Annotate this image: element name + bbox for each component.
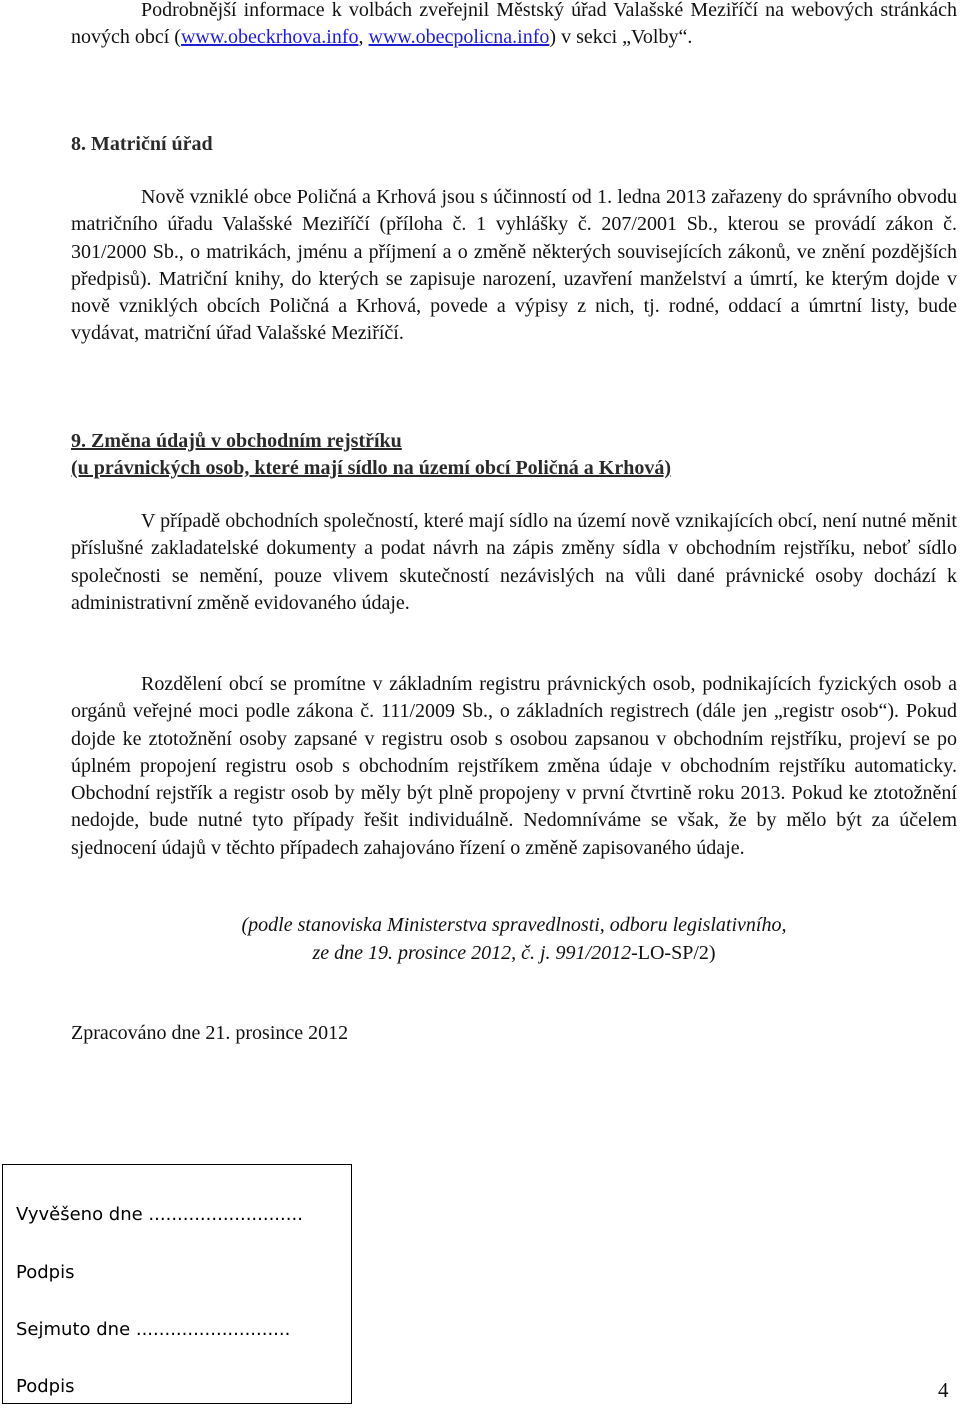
obecpolicna-link[interactable]: www.obecpolicna.info bbox=[368, 26, 550, 49]
signature-line-2: Podpis bbox=[16, 1376, 75, 1397]
posting-record-box bbox=[2, 1164, 352, 1404]
section-9-heading: 9. Změna údajů v obchodním rejstříku bbox=[71, 430, 402, 452]
intro-paragraph bbox=[71, 0, 957, 52]
section-9-paragraph-1: V případě obchodních společností, které mají sídlo na území nově vznikajících obcí, není nutné měnit příslušné zakladatelské dokumenty a podat návrh na zápis změny sídla v obchodním rejstříku, neboť sídlo společnosti se nemění, pouze vlivem skutečností nezávislých na vůli dané právnické osoby dochází k administrativní změně evidovaného údaje. bbox=[71, 510, 957, 614]
citation-line-2 bbox=[71, 940, 957, 967]
section-9-subheading: (u právnických osob, které mají sídlo na území obcí Poličná a Krhová) bbox=[71, 457, 671, 479]
signature-line-1: Podpis bbox=[16, 1262, 75, 1283]
processed-date: Zpracováno dne 21. prosince 2012 bbox=[71, 1022, 349, 1044]
intro-text-end: ) v sekci „Volby“. bbox=[549, 26, 693, 49]
intro-text: Podrobnější informace k volbách zveřejnil Městský úřad Valašské Meziříčí na webových stránkách nových obcí ( bbox=[71, 0, 957, 49]
posted-date-line: Vyvěšeno dne ........................... bbox=[16, 1204, 303, 1225]
link-separator: , bbox=[358, 26, 369, 49]
page-number: 4 bbox=[938, 1378, 949, 1402]
removed-date-line: Sejmuto dne ........................... bbox=[16, 1319, 291, 1340]
section-9-paragraph-2: Rozdělení obcí se promítne v základním registru právnických osob, podnikajících fyzických osob a orgánů veřejné moci podle zákona č. 111/2009 Sb., o základních registrech (dále jen „registr osob“). Pokud dojde ke ztotožnění osoby zapsané v registru osob s osobou zapsanou v obchodním rejstříku, projeví se po úplném propojení registru osob s obchodním rejstříkem změna údaje v obchodním rejstříku automaticky. Obchodní rejstřík a registr osob by měly být plně propojeny v první čtvrtině roku 2013. Pokud ke ztotožnění nedojde, bude nutné tyto případy řešit individuálně. Nedomníváme se však, že by mělo být za účelem sjednocení údajů v těchto případech zahajováno řízení o změně zapisovaného údaje. bbox=[71, 673, 957, 859]
citation-reference-suffix: -LO-SP/2) bbox=[631, 942, 716, 964]
citation-line-1: (podle stanoviska Ministerstva spravedlnosti, odboru legislativního, bbox=[241, 914, 787, 936]
obeckrhova-link[interactable]: www.obeckrhova.info bbox=[180, 26, 359, 49]
citation-reference: ze dne 19. prosince 2012, č. j. 991/2012 bbox=[312, 942, 632, 964]
section-8-heading: 8. Matriční úřad bbox=[71, 133, 213, 155]
section-8-paragraph: Nově vzniklé obce Poličná a Krhová jsou s účinností od 1. ledna 2013 zařazeny do správního obvodu matričního úřadu Valašské Meziříčí (příloha č. 1 vyhlášky č. 207/2001 Sb., kterou se provádí zákon č. 301/2000 Sb., o matrikách, jménu a příjmení a o změně některých souvisejících zákonů, ve znění pozdějších předpisů). Matriční knihy, do kterých se zapisuje narození, uzavření manželství a úmrtí, ke kterým dojde v nově vzniklých obcích Poličná a Krhová, povede a výpisy z nich, tj. rodné, oddací a úmrtní listy, bude vydávat, matriční úřad Valašské Meziříčí. bbox=[71, 186, 957, 345]
